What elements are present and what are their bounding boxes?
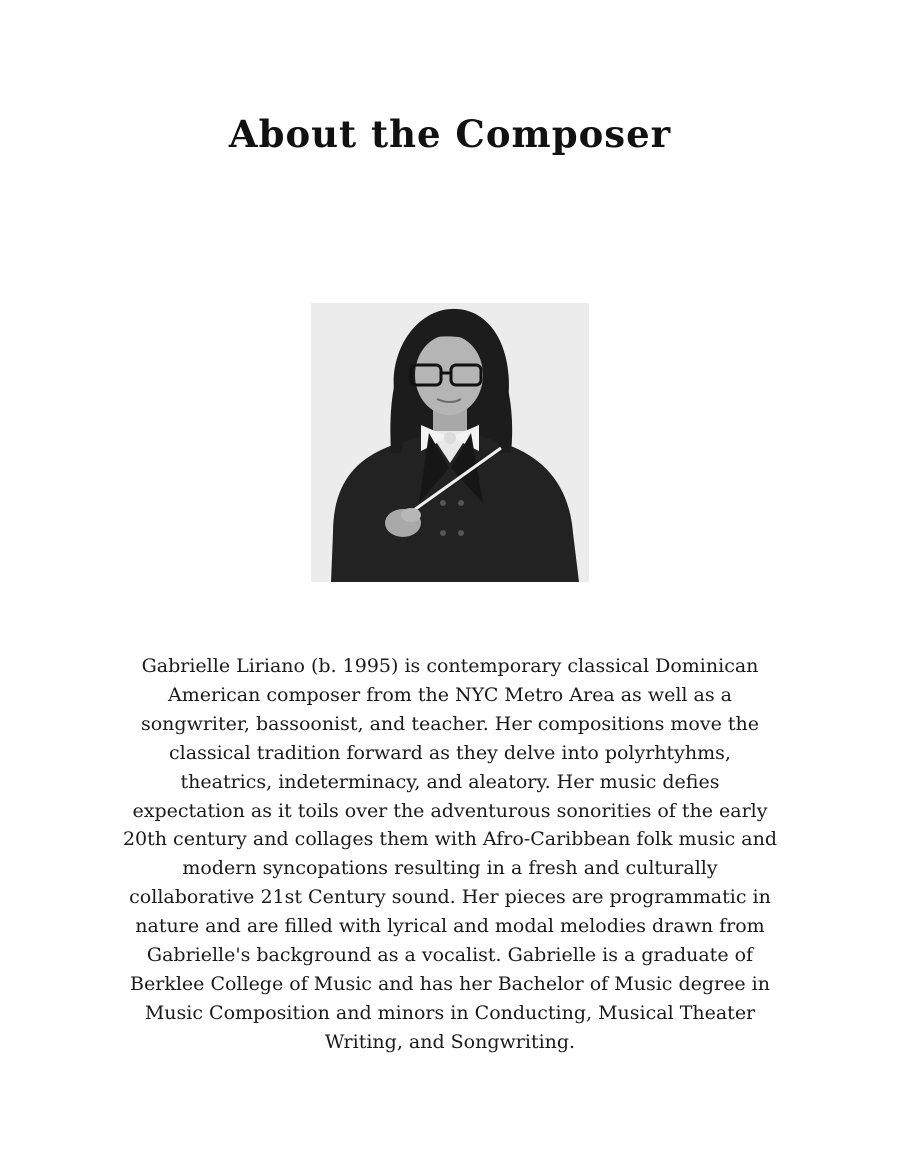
- bio-line: Berklee College of Music and has her Bachelor of Music degree in: [130, 972, 770, 995]
- bio-line: American composer from the NYC Metro Area as well as a: [168, 683, 732, 706]
- bio-line: expectation as it toils over the adventurous sonorities of the early: [132, 799, 768, 822]
- bio-line: nature and are filled with lyrical and modal melodies drawn from: [135, 915, 765, 938]
- composer-photo: [311, 303, 589, 582]
- bio-line: Music Composition and minors in Conducting, Musical Theater: [144, 1001, 756, 1024]
- bio-line: collaborative 21st Century sound. Her pieces are programmatic in: [129, 886, 771, 909]
- bio-line: Gabrielle Liriano (b. 1995) is contemporary classical Dominican: [141, 655, 759, 677]
- bio-line: Gabrielle's background as a vocalist. Gabrielle is a graduate of: [146, 944, 754, 967]
- composer-bio: [100, 652, 800, 1057]
- bio-line: classical tradition forward as they delve into polyrhtyhms,: [169, 741, 731, 764]
- bio-line: Writing, and Songwriting.: [324, 1030, 576, 1053]
- bio-line: 20th century and collages them with Afro-Caribbean folk music and: [122, 828, 778, 851]
- bio-line: songwriter, bassoonist, and teacher. Her compositions move the: [140, 712, 759, 735]
- bio-line: modern syncopations resulting in a fresh and culturally: [182, 857, 718, 880]
- bio-line: theatrics, indeterminacy, and aleatory. Her music defies: [180, 770, 720, 793]
- page-title: About the Composer: [228, 112, 672, 156]
